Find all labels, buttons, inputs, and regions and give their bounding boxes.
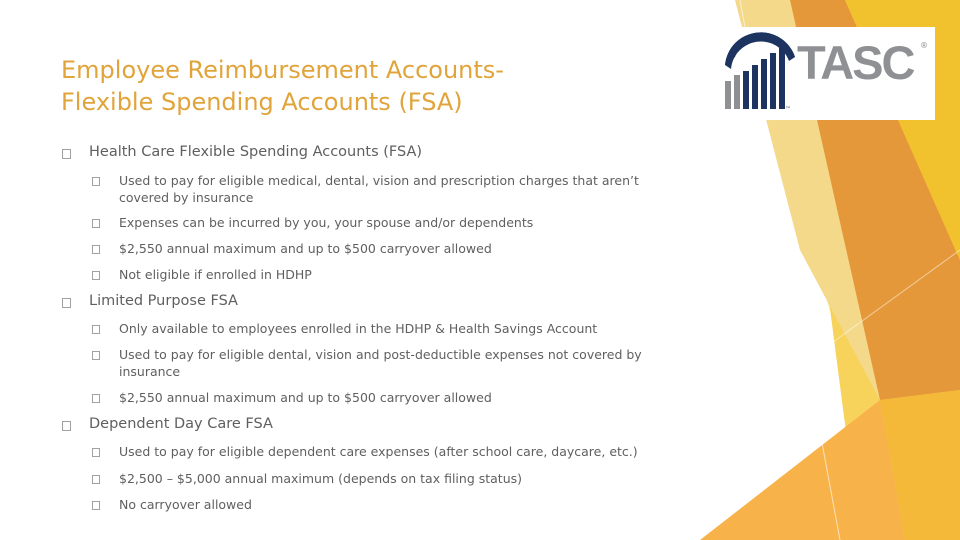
list-item: Not eligible if enrolled in HDHP (119, 267, 312, 282)
bullet-box-icon (92, 448, 100, 457)
list-item-line: Used to pay for eligible dental, vision and post-deductible expenses not covered by (119, 347, 642, 362)
section-heading-health-care: Health Care Flexible Spending Accounts (FSA) (89, 144, 423, 160)
bullet-box-icon (92, 394, 100, 403)
bullet-box-icon (62, 421, 71, 431)
bullet-box-icon (62, 149, 71, 159)
bullet-box-icon (62, 298, 71, 308)
facet-lower (700, 400, 905, 540)
bullet-box-icon (92, 325, 100, 334)
title-line-1: Employee Reimbursement Accounts- (61, 56, 504, 84)
list-item (119, 346, 642, 380)
list-item: Only available to employees enrolled in the HDHP & Health Savings Account (119, 321, 598, 336)
list-item: $2,500 – $5,000 annual maximum (depends on tax filing status) (119, 471, 523, 486)
bullet-box-icon (92, 351, 100, 360)
bullet-box-icon (92, 245, 100, 254)
list-item: Used to pay for eligible dependent care expenses (after school care, daycare, etc.) (119, 444, 638, 459)
tasc-logo (719, 27, 935, 120)
bullet-box-icon (92, 177, 100, 186)
bullet-box-icon (92, 271, 100, 280)
tasc-logo-registered: ® (920, 41, 928, 50)
list-item: $2,550 annual maximum and up to $500 carryover allowed (119, 390, 492, 405)
list-item-line: Used to pay for eligible medical, dental, vision and prescription charges that aren’t (119, 173, 639, 188)
bullet-box-icon (92, 501, 100, 510)
title-line-2: Flexible Spending Accounts (FSA) (61, 88, 463, 116)
list-item: $2,550 annual maximum and up to $500 carryover allowed (119, 241, 492, 256)
list-item (119, 172, 639, 206)
tasc-logo-tm: ™ (785, 106, 791, 113)
section-heading-dependent-care: Dependent Day Care FSA (89, 416, 273, 432)
bullet-box-icon (92, 475, 100, 484)
list-item-line: covered by insurance (119, 190, 254, 205)
bullet-box-icon (92, 219, 100, 228)
section-heading-limited-purpose: Limited Purpose FSA (89, 293, 238, 309)
tasc-logo-text: TASC (797, 36, 914, 89)
list-item: No carryover allowed (119, 497, 252, 512)
list-item-line: insurance (119, 364, 181, 379)
page-title (61, 54, 701, 118)
list-item: Expenses can be incurred by you, your spouse and/or dependents (119, 215, 534, 230)
